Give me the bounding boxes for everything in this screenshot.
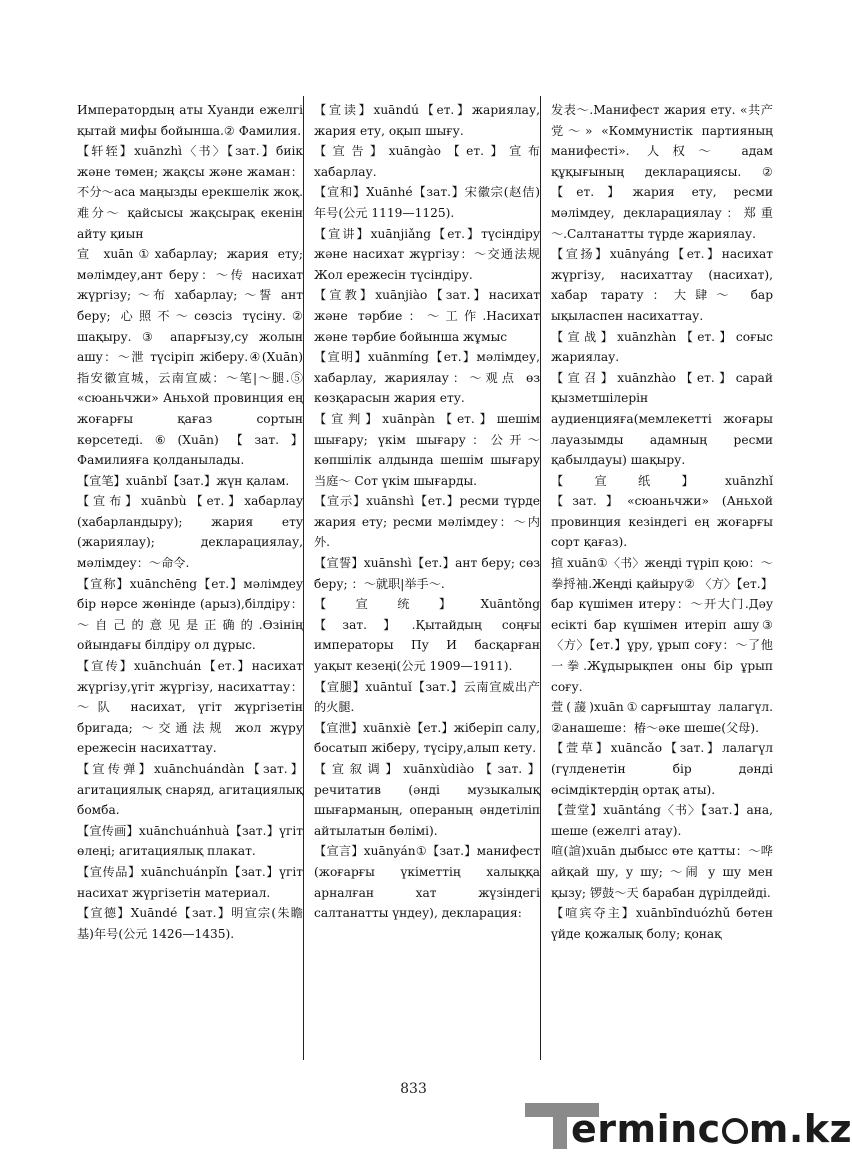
entry: 【宣笔】xuānbǐ【зат.】жүн қалам. [77,473,290,488]
entry: 【宣泄】xuānxiè【ет.】жіберіп салу, босатып жіберу, түсіру,алып кету. [314,720,540,756]
entry: 发表～.Манифест жария ету. «共产党～» «Коммунистік партияның манифесті». 人权～ адам құқығының декларациясы. ②【ет.】жария ету, ресми мәлімдеу, декларациялау：郑重～.Салтанатты түрде жариялау. [551,103,773,241]
entry: 【宣腿】xuāntuǐ【зат.】云南宣威出产的火腿. [314,679,540,715]
logo-text-part: erminc [571,1107,721,1151]
entry: 【宣判】xuānpàn【ет.】шешім шығару; үкім шығару：公开～ көпшілік алдында шешім шығару 当庭～ Сот үкім шығарды. [314,411,540,488]
entry: 【宣读】xuāndú【ет.】жариялау, жария ету, оқып шығу. [314,103,540,138]
entry: 【喧宾夺主】xuānbīnduózhǔ бөтен үйде қожалық болу; қонақ [551,906,773,941]
page-number: 833 [400,1081,427,1097]
entry: 萱(蘐)xuān①сарғыштау лалагүл. ②анашеше：椿～әке шеше(父母). [551,700,773,735]
logo-o-icon [722,1118,748,1144]
entry: 【轩轾】xuānzhì〈书〉【зат.】биік және төмен; жақсы және жаман：不分～аса маңызды ерекшелік жоқ.难分～ қайсысы жақсырақ екенін айту қиын [77,144,303,241]
logo-t-stem [553,1103,567,1149]
entry: 【宣战】xuānzhàn【ет.】соғыс жариялау. [551,329,773,365]
entry: 【宣叙调】xuānxùdiào【зат.】речитатив (әнді музыкалық шығарманың, операның әндетіліп айтылатын бөлімі). [314,762,540,838]
entry: 【宣告】xuāngào【ет.】宣布 хабарлау. [314,144,540,179]
column-1 [77,100,303,944]
entry: 【宣纸】xuānzhǐ【зат.】«сюаньчжи» (Аньхой провинция кезіндегі ең жоғарғы сорт қағаз). [551,473,773,550]
entry: 【宣称】xuānchēng【ет.】мәлімдеу бір нәрсе жөнінде (арыз),білдіру：～自己的意见是正确的.Өзінің ойындағы білдіру ол дұрыс. [77,576,303,653]
entry: 【宣传品】xuānchuánpǐn【зат.】үгіт насихат жүргізетін материал. [77,864,303,900]
logo-text-part: m.kz [748,1107,852,1151]
entry: 【萱草】xuāncǎo【зат.】лалагүл (гүлденетін бір дәнді өсімдіктердің ортақ аты). [551,741,773,797]
entry: 【宣布】xuānbù【ет.】хабарлау (хабарландыру); жария ету (жариялау); декларациялау, мәлімдеу：～命令. [77,494,303,571]
column-divider [303,96,304,1060]
entry: Императордың аты Хуанди ежелгі қытай мифы бойынша.② Фамилия. [77,103,303,138]
column-divider [540,96,541,1060]
entry: 【宣传】xuānchuán【ет.】насихат жүргізу,үгіт жүргізу, насихаттау：～队 насихат, үгіт жүргізетін бригада; ～交通法规 жол жүру ережесін насихаттау. [77,659,303,756]
entry: 【宣讲】xuānjiǎng【ет.】түсіндіру және насихат жүргізу：～交通法规 Жол ережесін түсіндіру. [314,226,540,282]
entry: 【宣誓】xuānshì【ет.】ант беру; сөз беру; ：～就职|举手～. [314,556,540,591]
entry: 【宣示】xuānshì【ет.】ресми түрде жария ету; ресми мәлімдеу：～内外. [314,494,540,550]
entry: 【宣教】xuānjiào【зат.】насихат және тәрбие：～工作.Насихат және тәрбие бойынша жұмыс [314,288,540,344]
entry: 【宣传画】xuānchuánhuà【зат.】үгіт өлеңі; агитациялық плакат. [77,823,303,859]
column-3 [551,100,773,944]
logo-text [571,1107,852,1151]
entry: 【萱堂】xuāntáng〈书〉【зат.】ана, шеше (ежелгі атау). [551,803,773,838]
entry: 【宣召】xuānzhào【ет.】сарай қызметшілерін аудиенцияға(мемлекетті жоғары лауазымды адамның ресми қабылдауы) шақыру. [551,370,773,468]
entry: 揎 xuān①〈书〉жеңді түріп қою：～拳捋袖.Жеңді қайыру② 〈方〉【ет.】бар күшімен итеру：～开大门.Дәу есікті бар күшімен итеріп ашу③〈方〉【ет.】ұру, ұрып соғу：～了他一拳.Жұдырықпен оны бір ұрып соғу. [551,556,773,694]
entry: 【宣和】Xuānhé【зат.】宋徽宗(赵佶)年号(公元 1119—1125). [314,185,540,220]
entry: 【宣扬】xuānyáng【ет.】насихат жүргізу, насихаттау (насихат), хабар тарату：大肆～ бар ықыласпен насихаттау. [551,247,773,323]
entry: 【宣统】Xuāntǒng【зат.】.Қытайдың соңғы императоры Пу И басқарған уақыт кезеңі(公元 1909—1911). [314,597,540,674]
entry: 【宣言】xuānyán①【зат.】манифест (жоғарғы үкіметтің халыққа арналған хат жүзіндегі салтанатты үндеу), декларация: [314,844,540,921]
entry: 【宣传弹】xuānchuándàn【зат.】агитациялық снаряд, агитациялық бомба. [77,762,303,818]
entry: 宣 xuān①хабарлау; жария ету; мәлімдеу,ант беру：～传 насихат жүргізу; ～布 хабарлау; ～誓 ант беру; 心照不～сөзсіз түсіну.② шақыру. ③ апарғызу,су жолын ашу：～泄 түсіріп жіберу.④(Xuān) 指安徽宣城，云南宣威：～笔|～腿.⑤ «сюаньчжи» Аньхой провинция ең жоғарғы қағаз сортын көрсетеді.⑥(Xuān)【зат.】Фамилияға қолданылады. [77,247,303,468]
termincom-logo-icon [525,1093,852,1153]
entry: 【宣德】Xuāndé【зат.】明宣宗(朱瞻基)年号(公元 1426—1435). [77,906,303,941]
entry: 喧(諠)xuān дыбысс өте қатты：～哗 айқай шу, у шу; ～闹 у шу мен қызу; 锣鼓～天 барабан дүрілдейді. [551,844,773,900]
entry: 【宣明】xuānmíng【ет.】мәлімдеу, хабарлау, жариялау：～观点 өз көзқарасын жария ету. [314,350,540,406]
column-2 [314,100,540,924]
